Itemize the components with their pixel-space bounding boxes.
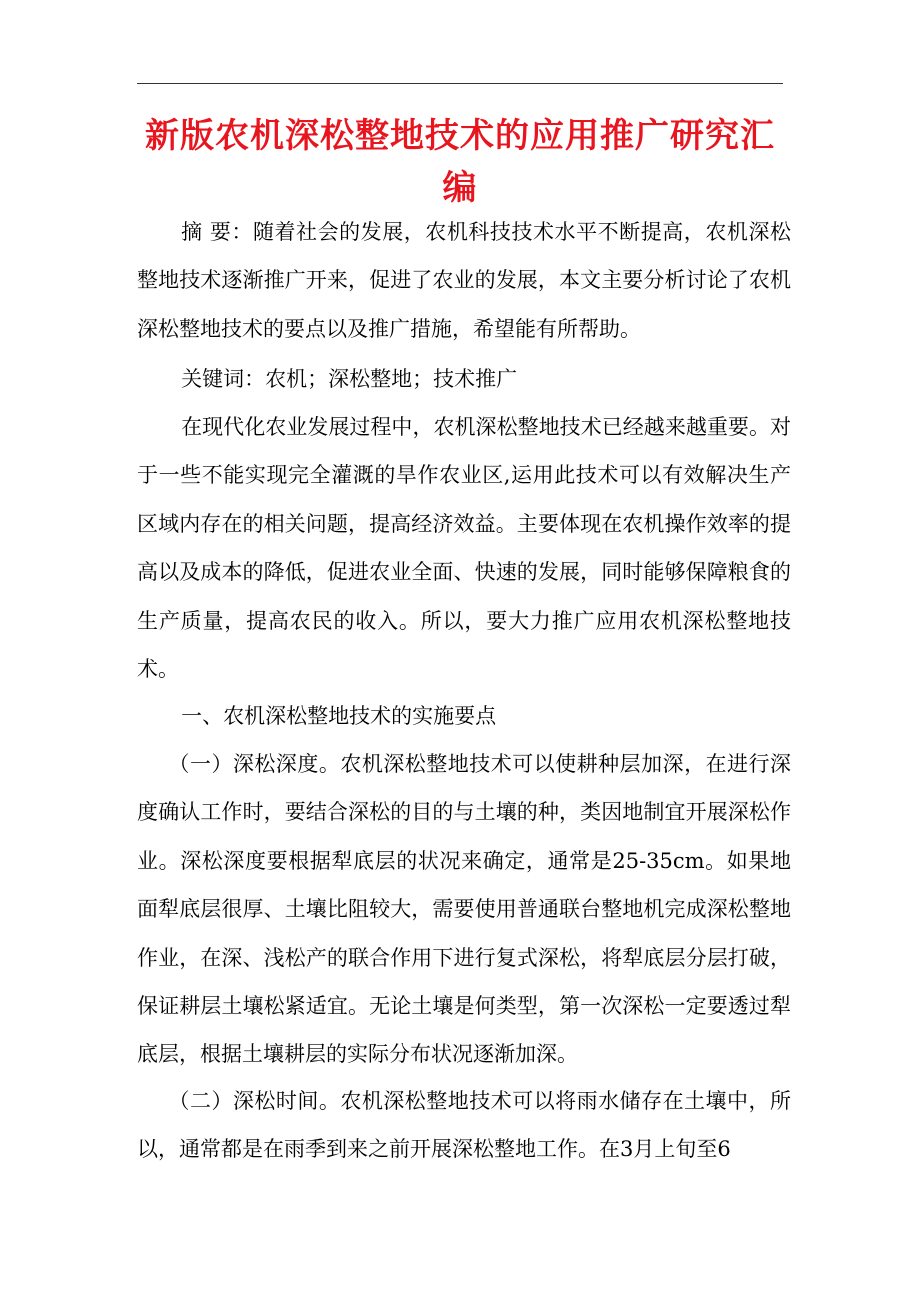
- keywords-line: 关键词：农机；深松整地；技术推广: [181, 367, 518, 391]
- document-title: 新版农机深松整地技术的应用推广研究汇编: [145, 116, 775, 208]
- header-rule: [137, 83, 783, 84]
- subsection-paragraph-depth: （一）深松深度。农机深松整地技术可以使耕种层加深，在进行深度确认工作时，要结合深松的目的与土壤的种，类因地制宜开展深松作业。深松深度要根据犁底层的状况来确定，通常是25-35cm。如果地面犁底层很厚、土壤比阻较大，需要使用普通联台整地机完成深松整地作业，在深、浅松产的联合作用下进行复式深松，将犁底层分层打破，保证耕层土壤松紧适宜。无论土壤是何类型，第一次深松一定要透过犁底层，根据土壤耕层的实际分布状况逐渐加深。: [137, 752, 791, 1067]
- subsection-paragraph-timing: （二）深松时间。农机深松整地技术可以将雨水储存在土壤中，所以，通常都是在雨季到来之前开展深松整地工作。在3月上旬至6: [137, 1089, 791, 1162]
- abstract-paragraph: 摘 要：随着社会的发展，农机科技技术水平不断提高，农机深松整地技术逐渐推广开来，促进了农业的发展，本文主要分析讨论了农机深松整地技术的要点以及推广措施，希望能有所帮助。: [137, 220, 791, 341]
- intro-paragraph: 在现代化农业发展过程中，农机深松整地技术已经越来越重要。对于一些不能实现完全灌溉的旱作农业区,运用此技术可以有效解决生产区域内存在的相关问题，提高经济效益。主要体现在农机操作效率的提高以及成本的降低，促进农业全面、快速的发展，同时能够保障粮食的生产质量，提高农民的收入。所以，要大力推广应用农机深松整地技术。: [137, 415, 791, 682]
- section-heading: 一、农机深松整地技术的实施要点: [181, 704, 497, 728]
